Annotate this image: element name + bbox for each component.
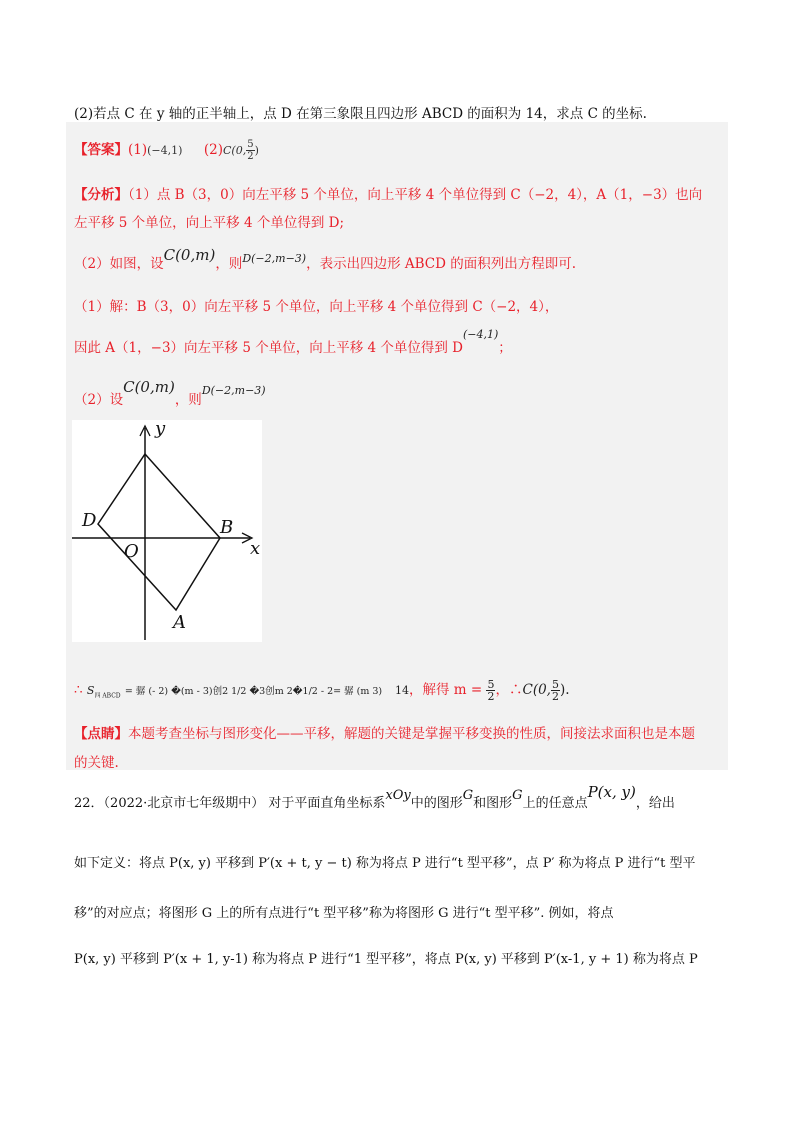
label-b: B <box>220 517 234 538</box>
solution-text3a: （2）设 <box>74 392 124 408</box>
m-fraction: $\frac{5}{2}$ <box>487 678 495 703</box>
question-part2: (2)若点 C 在 y 轴的正半轴上，点 D 在第三象限且四边形 ABCD 的面积为 14，求点 C 的坐标. <box>74 106 647 122</box>
label-a: A <box>173 612 186 633</box>
label-d: D <box>82 510 97 531</box>
c-result-suffix: ). <box>559 682 570 698</box>
problem22-g1: G <box>462 788 474 803</box>
area-s-sub: 四 ABCD <box>94 692 121 700</box>
area-value: 14 <box>394 684 409 697</box>
problem22-line2: 如下定义：将点 P(x, y) 平移到 P′(x + t, y − t) 称为将点 P 进行“t 型平移”，点 P′ 称为将点 P 进行“t 型平 <box>74 856 696 871</box>
area-equation <box>74 678 570 702</box>
problem22-text1e: ，给出 <box>635 796 675 811</box>
label-x: x <box>250 538 261 559</box>
problem22-text1c: 和图形 <box>473 796 513 811</box>
solution-math-c: C(0,m) <box>123 378 175 396</box>
answer-label: 【答案】 <box>74 142 128 158</box>
solution-line1: （1）解：B（3，0）向左平移 5 个单位，向上平移 4 个单位得到 C（−2，4）， <box>74 299 559 315</box>
analysis-math-d: D(−2,m−3) <box>242 252 307 265</box>
solution-text2a: 因此 A（1，−3）向左平移 5 个单位，向上平移 4 个单位得到 D <box>74 340 463 356</box>
solution-line3 <box>74 378 266 408</box>
solution-math-d2: D(−2,m−3) <box>201 384 266 397</box>
answer-part1: (1) <box>128 142 148 158</box>
problem22-p: P(x, y) <box>587 783 636 801</box>
coordinate-figure <box>72 420 262 642</box>
solution-text3b: ，则 <box>174 392 202 408</box>
analysis-text1: （1）点 B（3，0）向左平移 5 个单位，向上平移 4 个单位得到 C（−2，4），A（1，−3）也向 <box>128 187 703 203</box>
quadrilateral-abcd <box>98 454 220 610</box>
answer-part2: (2) <box>203 142 224 158</box>
comment-text1: 本题考查坐标与图形变化——平移，解题的关键是掌握平移变换的性质，间接法求面积也是本题 <box>128 726 695 742</box>
area-expression: = 骣 (- 2) �(m - 3)创2 1/2 �3创m 2�1/2 - 2= 骣 (m 3) <box>124 686 383 697</box>
analysis-line1 <box>74 183 702 203</box>
answer-part2-prefix: C(0, <box>223 144 247 157</box>
answer-part2-fraction: $\frac{5}{2}$ <box>247 139 254 162</box>
solution-line2 <box>74 328 512 356</box>
answer-part2-suffix: ) <box>254 144 259 157</box>
problem22-text1b: 中的图形 <box>410 796 463 811</box>
c-fraction: $\frac{5}{2}$ <box>551 678 559 703</box>
solution-math-d: (−4,1) <box>463 328 499 341</box>
c-result-prefix: C(0, <box>522 682 551 698</box>
problem22-line3: 移”的对应点；将图形 G 上的所有点进行“t 型平移”称为将图形 G 进行“t 型平移”. 例如，将点 <box>74 906 614 921</box>
solve-text: ，解得 m = <box>408 682 483 698</box>
analysis-text3a: （2）如图，设 <box>74 256 164 272</box>
therefore-c: ，∴ <box>495 682 523 698</box>
answer-line <box>74 138 259 162</box>
area-s: S <box>86 684 95 697</box>
solution-text2b: ； <box>498 340 512 356</box>
problem22-g2: G <box>512 788 523 803</box>
analysis-text3b: ，则 <box>215 256 243 272</box>
analysis-line2: 左平移 5 个单位，向上平移 4 个单位得到 D; <box>74 215 345 231</box>
therefore-symbol: ∴ <box>74 682 83 698</box>
problem22-text1d: 上的任意点 <box>522 796 588 811</box>
comment-line2: 的关键. <box>74 755 119 771</box>
comment-line1 <box>74 722 695 742</box>
problem22-text1a: 22．（2022·北京市七年级期中） 对于平面直角坐标系 <box>74 796 386 811</box>
label-o: O <box>124 541 139 562</box>
comment-label: 【点睛】 <box>74 726 128 742</box>
label-y: y <box>155 420 166 439</box>
analysis-math-c: C(0,m) <box>163 246 216 264</box>
problem22-line1 <box>74 783 675 811</box>
analysis-text3c: ，表示出四边形 ABCD 的面积列出方程即可. <box>306 256 577 272</box>
analysis-label: 【分析】 <box>74 187 128 203</box>
problem22-line4: P(x, y) 平移到 P′(x + 1, y-1) 称为将点 P 进行“1 型平移”，将点 P(x, y) 平移到 P′(x-1, y + 1) 称为将点 P <box>74 952 698 967</box>
analysis-line3 <box>74 246 577 272</box>
answer-part1-value: (−4,1) <box>147 144 183 157</box>
problem22-xoy: xOy <box>385 788 411 803</box>
